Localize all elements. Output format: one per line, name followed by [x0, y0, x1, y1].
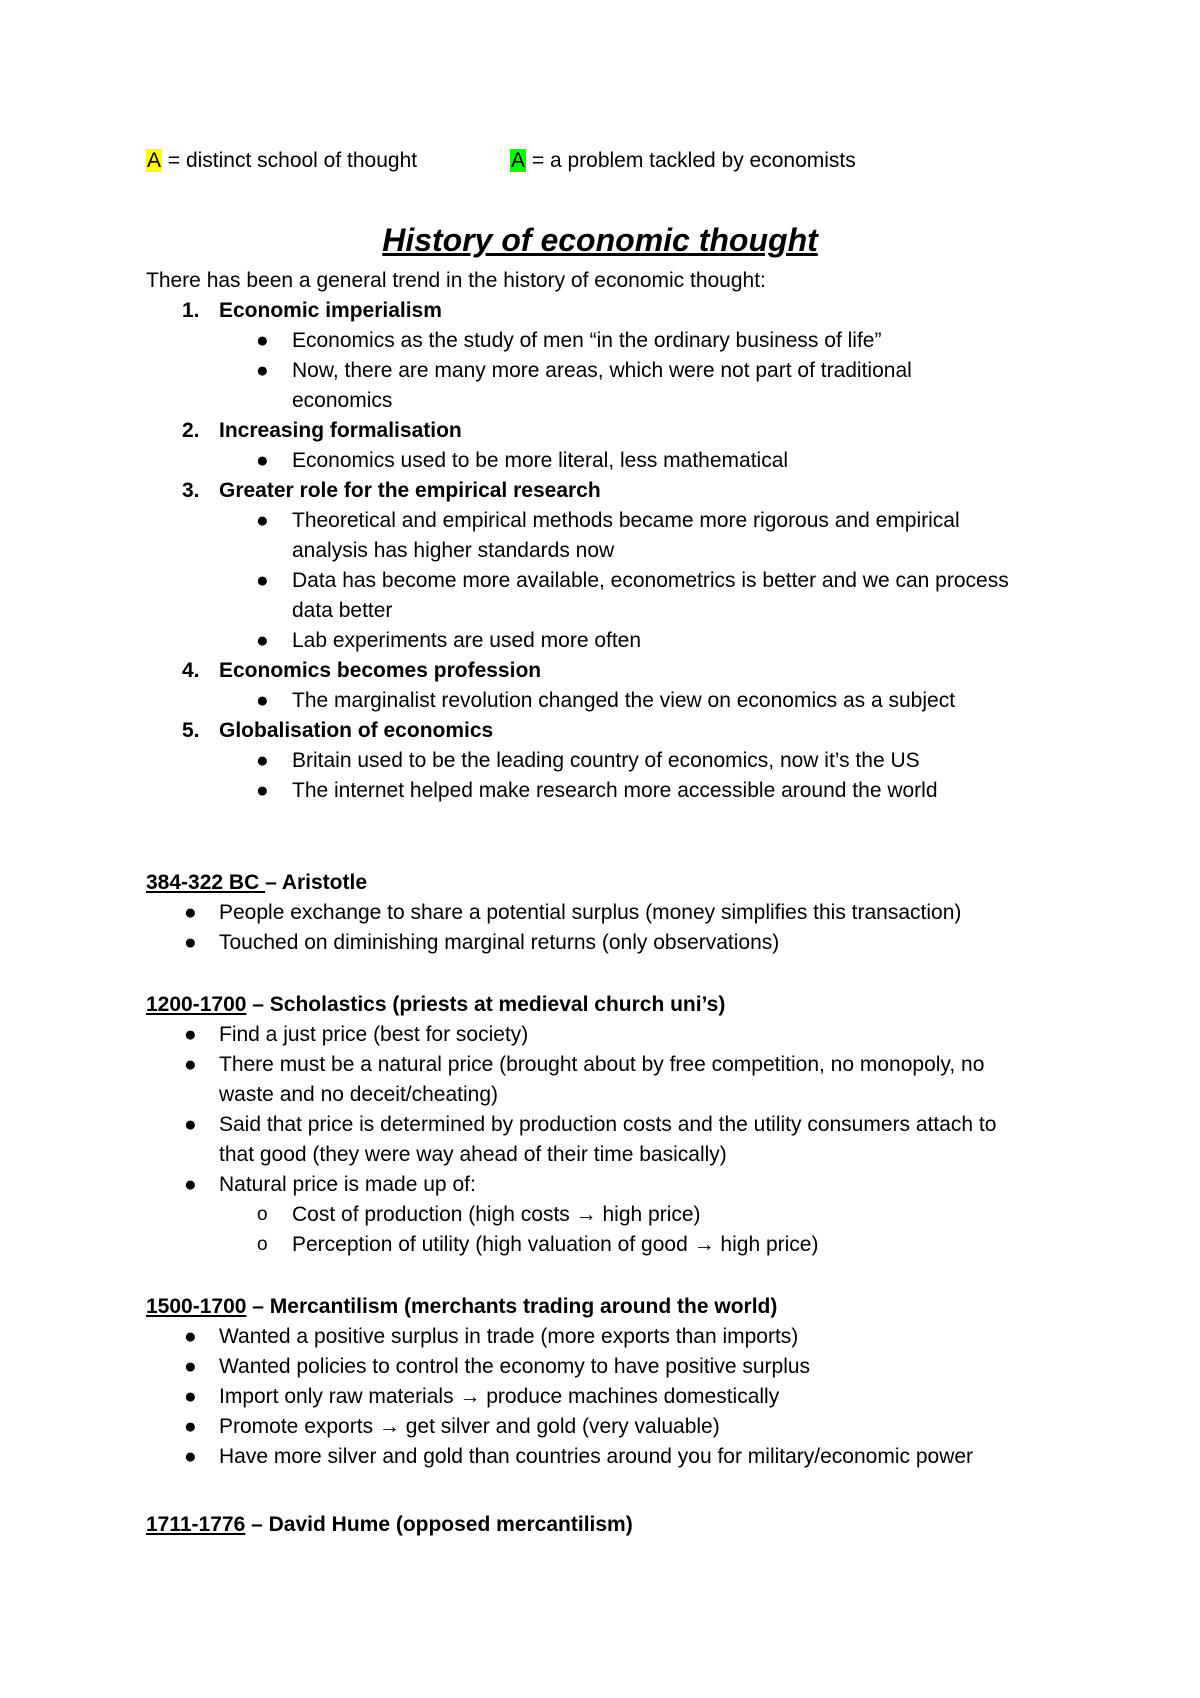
list-item-continuation: that good (they were way ahead of their time basically) — [219, 1143, 727, 1166]
list-item: ● Now, there are many more areas, which were not part of traditional — [146, 356, 1086, 386]
trend-item: 2. Increasing formalisation — [182, 419, 462, 442]
bullet-icon: ● — [256, 779, 269, 802]
bullet-icon: ● — [184, 931, 197, 954]
list-item: ● Import only raw materials → produce machines domestically — [146, 1382, 1086, 1412]
era-date: 1200-1700 — [146, 993, 247, 1016]
bullet-icon: ● — [256, 749, 269, 772]
list-item: ● Find a just price (best for society) — [146, 1020, 1086, 1050]
bullet-icon: ● — [184, 1355, 197, 1378]
list-item: ● Economics used to be more literal, less mathematical — [146, 446, 1086, 476]
circle-bullet-icon: o — [257, 1234, 268, 1255]
list-item: ● Natural price is made up of: — [146, 1170, 1086, 1200]
era-date: 1711-1776 — [146, 1513, 246, 1536]
circle-bullet-icon: o — [257, 1204, 268, 1225]
list-item-continuation: analysis has higher standards now — [292, 539, 615, 562]
bullet-icon: ● — [256, 329, 269, 352]
list-item: ● Wanted a positive surplus in trade (more exports than imports) — [146, 1322, 1086, 1352]
bullet-icon: ● — [184, 901, 197, 924]
list-item: ● Wanted policies to control the economy to have positive surplus — [146, 1352, 1086, 1382]
bullet-icon: ● — [184, 1415, 197, 1438]
list-item: ● Have more silver and gold than countries around you for military/economic power — [146, 1442, 1086, 1472]
bullet-icon: ● — [184, 1325, 197, 1348]
legend-school-text: = distinct school of thought — [162, 149, 418, 172]
sub-list-item: o Cost of production (high costs → high price) — [146, 1200, 1086, 1230]
legend-problem — [510, 146, 856, 176]
legend-problem-marker: A — [511, 149, 526, 172]
trends-section — [146, 266, 1086, 806]
bullet-icon: ● — [184, 1385, 197, 1408]
page-title: History of economic thought — [382, 222, 818, 258]
era-scholastics — [146, 990, 1086, 1260]
list-item: ● Britain used to be the leading country of economics, now it’s the US — [146, 746, 1086, 776]
trend-item: 1. Economic imperialism — [182, 299, 442, 322]
bullet-icon: ● — [256, 449, 269, 472]
bullet-icon: ● — [256, 359, 269, 382]
bullet-icon: ● — [256, 509, 269, 532]
sub-list-item: o Perception of utility (high valuation of good → high price) — [146, 1230, 1086, 1260]
intro-text: There has been a general trend in the history of economic thought: — [146, 269, 766, 292]
era-title: – Aristotle — [265, 871, 367, 894]
list-item: ● Promote exports → get silver and gold (very valuable) — [146, 1412, 1086, 1442]
era-heading — [146, 1510, 1086, 1540]
list-item: ● Said that price is determined by production costs and the utility consumers attach to — [146, 1110, 1086, 1140]
list-item: ● Lab experiments are used more often — [146, 626, 1086, 656]
list-item-continuation: waste and no deceit/cheating) — [219, 1083, 499, 1106]
trend-item: 4. Economics becomes profession — [182, 659, 542, 682]
trend-item: 3. Greater role for the empirical research — [182, 479, 601, 502]
list-item: ● Economics as the study of men “in the ordinary business of life” — [146, 326, 1086, 356]
era-heading — [146, 990, 1086, 1020]
era-date: 384-322 BC — [146, 871, 266, 894]
era-hume — [146, 1510, 1086, 1540]
era-title: – Scholastics (priests at medieval church uni’s) — [246, 993, 726, 1016]
era-aristotle — [146, 868, 1086, 958]
list-item: ● Theoretical and empirical methods became more rigorous and empirical — [146, 506, 1086, 536]
trend-label: Greater role for the empirical research — [219, 479, 601, 502]
bullet-icon: ● — [256, 689, 269, 712]
list-item: ● There must be a natural price (brought about by free competition, no monopoly, no — [146, 1050, 1086, 1080]
era-title: – Mercantilism (merchants trading around the world) — [246, 1295, 778, 1318]
era-date: 1500-1700 — [146, 1295, 247, 1318]
trend-label: Economics becomes profession — [219, 659, 542, 682]
trend-label: Economic imperialism — [219, 299, 442, 322]
list-item-continuation: data better — [292, 599, 393, 622]
bullet-icon: ● — [256, 629, 269, 652]
trend-label: Globalisation of economics — [219, 719, 494, 742]
era-mercantilism — [146, 1292, 1086, 1472]
bullet-icon: ● — [184, 1113, 197, 1136]
era-title: – David Hume (opposed mercantilism) — [245, 1513, 633, 1536]
legend-school — [146, 146, 417, 176]
bullet-icon: ● — [184, 1023, 197, 1046]
list-item-continuation: economics — [292, 389, 393, 412]
legend — [146, 146, 1146, 176]
list-item: ● Touched on diminishing marginal returns (only observations) — [146, 928, 1086, 958]
list-item: ● Data has become more available, econometrics is better and we can process — [146, 566, 1086, 596]
trend-item: 5. Globalisation of economics — [182, 719, 494, 742]
legend-problem-text: = a problem tackled by economists — [526, 149, 856, 172]
era-heading — [146, 868, 1086, 898]
list-item: ● People exchange to share a potential surplus (money simplifies this transaction) — [146, 898, 1086, 928]
list-item: ● The internet helped make research more accessible around the world — [146, 776, 1086, 806]
bullet-icon: ● — [256, 569, 269, 592]
bullet-icon: ● — [184, 1445, 197, 1468]
bullet-icon: ● — [184, 1053, 197, 1076]
era-heading — [146, 1292, 1086, 1322]
legend-school-marker: A — [147, 149, 162, 172]
list-item: ● The marginalist revolution changed the view on economics as a subject — [146, 686, 1086, 716]
bullet-icon: ● — [184, 1173, 197, 1196]
trend-label: Increasing formalisation — [219, 419, 462, 442]
